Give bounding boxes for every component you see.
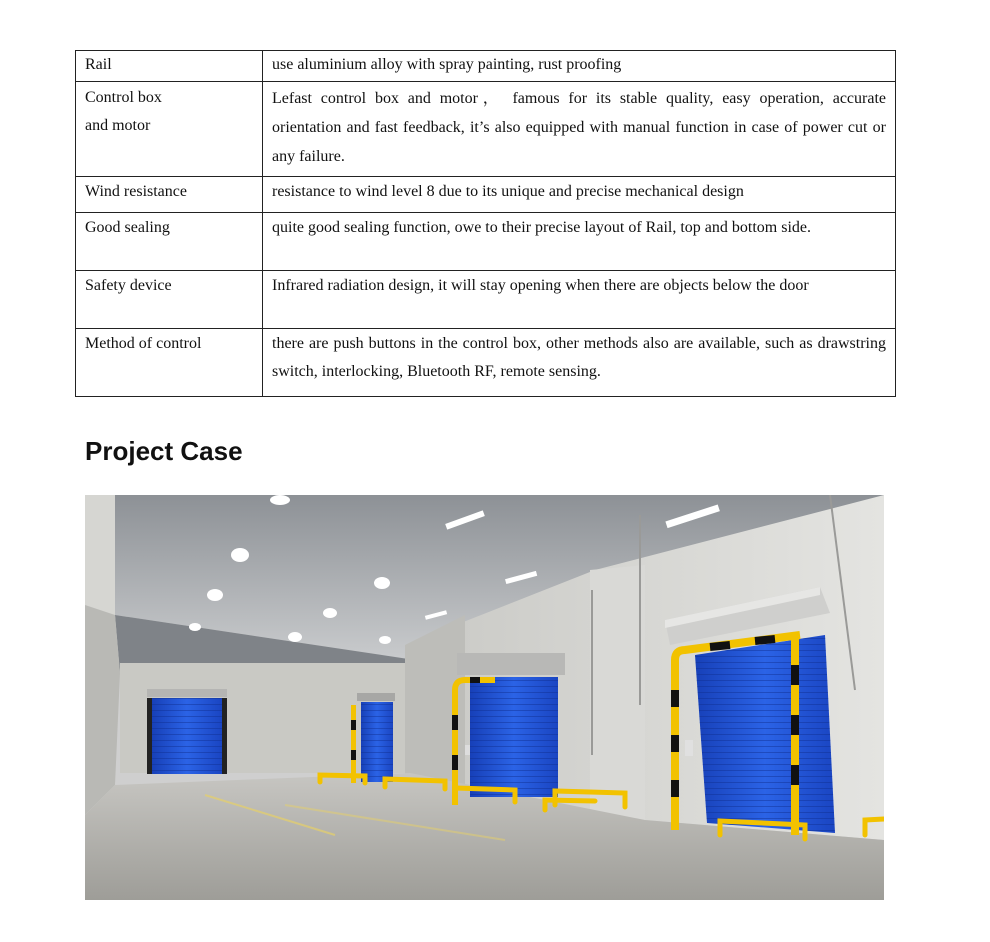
section-title: Project Case — [85, 436, 243, 466]
spec-label: Wind resistance — [76, 177, 263, 213]
spec-label: Safety device — [76, 271, 263, 329]
spec-row-method-of-control — [76, 329, 896, 397]
spec-value: use aluminium alloy with spray painting, rust proofing — [263, 51, 896, 82]
back-door — [147, 689, 227, 774]
warehouse-illustration — [85, 495, 884, 900]
spec-label: Method of control — [76, 329, 263, 397]
project-case-photo — [85, 495, 884, 900]
spec-label: Good sealing — [76, 213, 263, 271]
spec-value: resistance to wind level 8 due to its unique and precise mechanical design — [263, 177, 896, 213]
spec-value: Lefast control box and motor， famous for its stable quality, easy operation, accurate orientation and fast feedback, it’s also equipped with manual function in case of power cut or any failure. — [263, 82, 896, 177]
spec-row-safety-device — [76, 271, 896, 329]
spec-row-wind-resistance — [76, 177, 896, 213]
spec-value: there are push buttons in the control box, other methods also are available, such as drawstring switch, interlocking, Bluetooth RF, remote sensing. — [263, 329, 896, 397]
spec-value: quite good sealing function, owe to their precise layout of Rail, top and bottom side. — [263, 213, 896, 271]
spec-row-rail — [76, 51, 896, 82]
spec-row-good-sealing — [76, 213, 896, 271]
spec-row-control-box — [76, 82, 896, 177]
spec-value: Infrared radiation design, it will stay opening when there are objects below the door — [263, 271, 896, 329]
spec-table — [75, 50, 896, 397]
spec-label: Control box and motor — [76, 82, 263, 177]
spec-label: Rail — [76, 51, 263, 82]
